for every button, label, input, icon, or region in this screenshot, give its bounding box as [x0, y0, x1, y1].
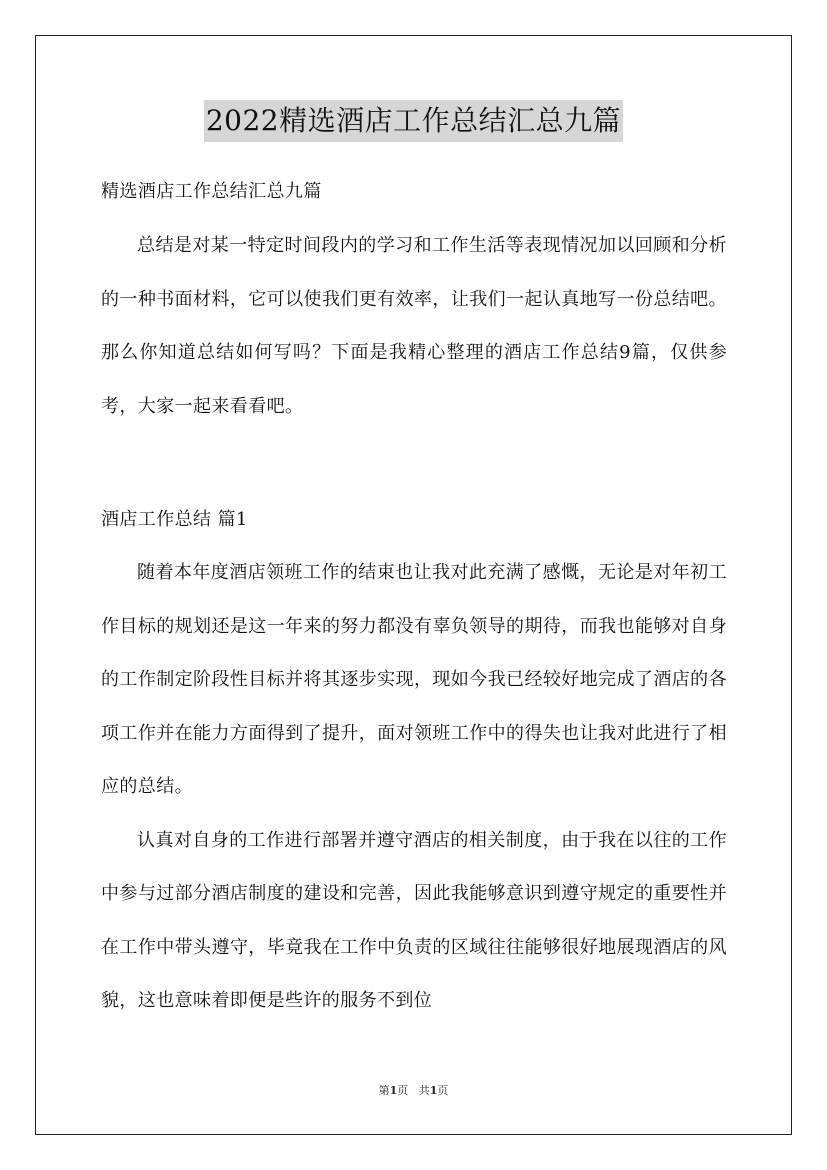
- page-total: 1: [429, 1084, 438, 1097]
- document-title: 2022精选酒店工作总结汇总九篇: [204, 100, 623, 142]
- page-footer: [0, 1083, 827, 1099]
- section1-body: [101, 546, 727, 1028]
- section1-paragraph-2: 认真对自身的工作进行部署并遵守酒店的相关制度，由于我在以往的工作中参与过部分酒店制度的建设和完善，因此我能够意识到遵守规定的重要性并在工作中带头遵守，毕竟我在工作中负责的区域往往能够很好地展现酒店的风貌，这也意味着即便是些许的服务不到位: [101, 829, 727, 1011]
- document-subtitle: 精选酒店工作总结汇总九篇: [101, 181, 322, 202]
- title-container: [0, 100, 827, 142]
- total-prefix: 共: [418, 1084, 430, 1097]
- intro-paragraph: 总结是对某一特定时间段内的学习和工作生活等表现情况加以回顾和分析的一种书面材料，它可以使我们更有效率，让我们一起认真地写一份总结吧。那么你知道总结如何写吗？下面是我精心整理的酒店工作总结9篇，仅供参考，大家一起来看看吧。: [101, 235, 727, 417]
- intro-block: [101, 219, 727, 433]
- page-suffix: 页: [397, 1084, 409, 1097]
- page-prefix: 第: [378, 1084, 390, 1097]
- section1-paragraph-1: 随着本年度酒店领班工作的结束也让我对此充满了感慨，无论是对年初工作目标的规划还是这一年来的努力都没有辜负领导的期待，而我也能够对自身的工作制定阶段性目标并将其逐步实现，现如今我已经较好地完成了酒店的各项工作并在能力方面得到了提升，面对领班工作中的得失也让我对此进行了相应的总结。: [101, 562, 727, 797]
- section-heading: 酒店工作总结 篇1: [101, 509, 248, 530]
- page-current: 1: [389, 1084, 398, 1097]
- total-suffix: 页: [437, 1084, 449, 1097]
